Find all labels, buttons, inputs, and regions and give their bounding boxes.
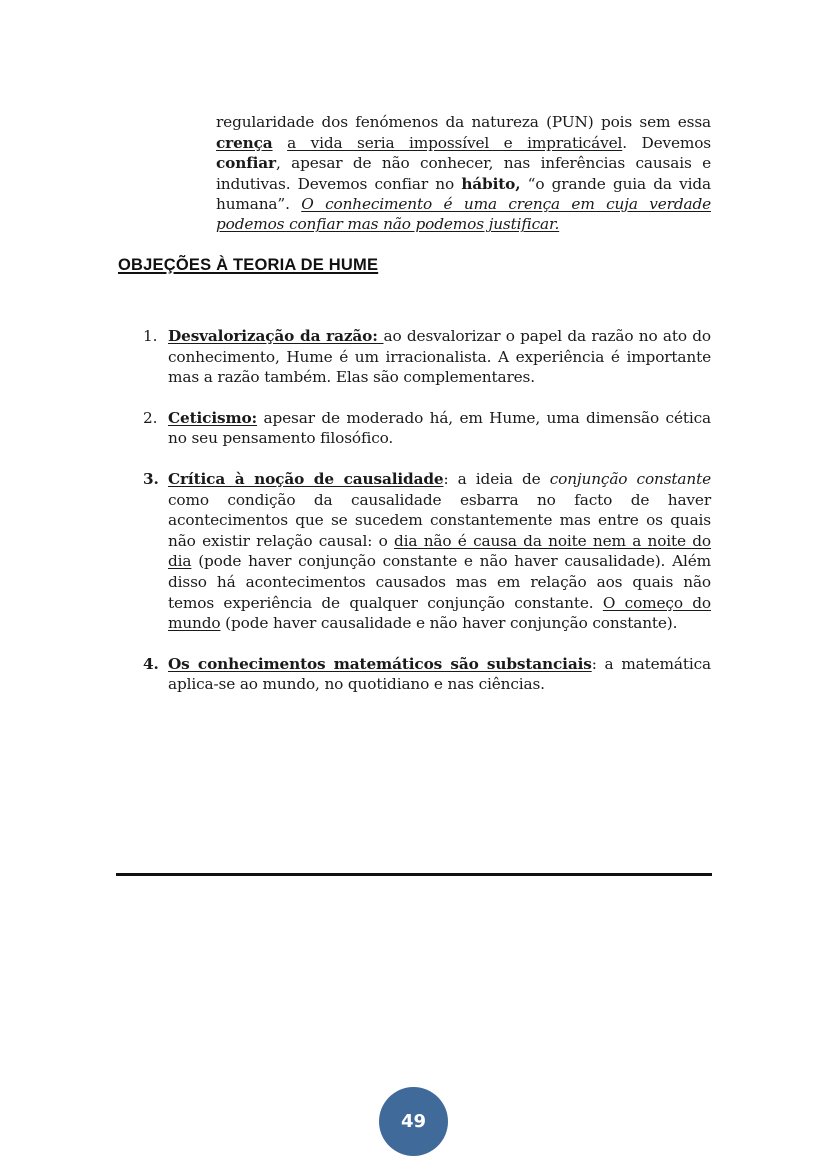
list-number: 3. (143, 469, 159, 488)
intro-paragraph (216, 112, 711, 234)
underlined-phrase: a vida seria impossível e impraticável (287, 133, 623, 152)
objections-list (143, 326, 711, 695)
conclusion-sentence: O conhecimento é uma crença em cuja verdade podemos confiar mas não podemos justificar. (216, 194, 711, 234)
intro-text: “o grande guia da vida humana”. (216, 174, 711, 213)
objection-title: Crítica à noção de causalidade (168, 469, 444, 488)
term-confiar: confiar (216, 154, 276, 173)
objection-title: Desvalorização da razão: (168, 327, 384, 345)
list-number: 2. (143, 408, 158, 427)
list-number: 4. (143, 654, 159, 673)
page-number: 49 (400, 1111, 427, 1132)
objection-text: como condição da causalidade esbarra no facto de haver acontecimentos que se sucedem constantemente mas entre os quais não existir relação causal: o (168, 490, 711, 550)
objection-text: : a ideia de (443, 469, 550, 488)
objection-text: (pode haver conjunção constante e não haver causalidade). Além disso há acontecimentos causados mas em relação aos quais não temos experiência de qualquer conjunção constante. (168, 552, 711, 612)
horizontal-rule (116, 873, 712, 876)
intro-text: . Devemos (622, 133, 711, 152)
objection-text: : a matemática aplica-se ao mundo, no quotidiano e nas ciências. (168, 654, 711, 694)
italic-term: conjunção constante (549, 469, 711, 488)
objection-title: Os conhecimentos matemáticos são substanciais (168, 654, 592, 673)
section-heading: OBJEÇÕES À TEORIA DE HUME (118, 256, 379, 274)
objection-text: (pode haver causalidade e não haver conjunção constante). (220, 614, 678, 633)
objection-text: apesar de moderado há, em Hume, uma dimensão cética no seu pensamento filosófico. (168, 408, 711, 448)
objection-text: ao desvalorizar o papel da razão no ato do conhecimento, Hume é um irracionalista. A experiência é importante mas a razão também. Elas são complementares. (168, 327, 711, 387)
intro-text: regularidade dos fenómenos da natureza (PUN) pois sem essa (216, 113, 711, 132)
objection-item-1 (143, 326, 711, 388)
term-crenca: crença (216, 133, 273, 152)
list-number: 1. (143, 327, 158, 345)
page-number-badge (379, 1087, 448, 1156)
intro-text: , apesar de não conhecer, nas inferências causais e indutivas. Devemos confiar no (216, 154, 711, 193)
objection-item-2 (143, 408, 711, 449)
example-underlined: dia não é causa da noite nem a noite do dia (168, 531, 711, 571)
example-underlined: O começo do mundo (168, 593, 711, 633)
objection-title: Ceticismo: (168, 408, 258, 427)
objection-item-3 (143, 469, 711, 634)
term-habito: hábito, (461, 174, 521, 193)
objection-item-4 (143, 654, 711, 695)
intro-text (273, 134, 288, 152)
